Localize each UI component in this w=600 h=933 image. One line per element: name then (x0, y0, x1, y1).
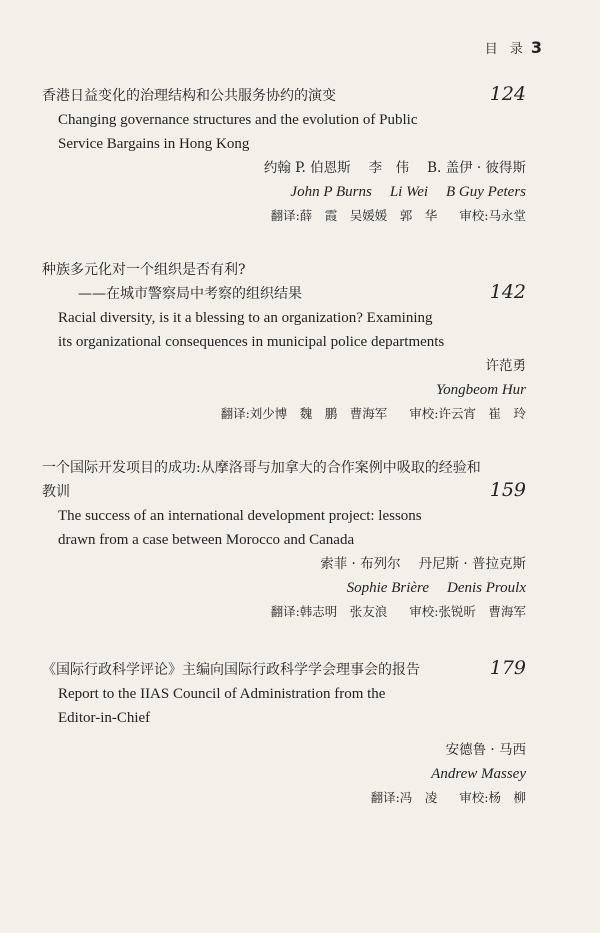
reviewer: 审校:马永堂 (459, 208, 526, 223)
toc-entry[interactable] (42, 456, 526, 624)
entry-en-title-line: drawn from a case between Morocco and Canada (58, 532, 355, 548)
header-page-number: 3 (530, 38, 542, 57)
translators: 翻译:刘少博 魏 鹏 曹海军 (220, 406, 388, 421)
entry-en-title-line: Report to the IIAS Council of Administration from the (58, 686, 386, 702)
credits (42, 204, 526, 228)
translators: 翻译:薛 霞 吴媛媛 郭 华 (270, 208, 438, 223)
credits (42, 786, 526, 810)
entry-page-number: 159 (489, 479, 526, 501)
reviewer: 审校:张锐昕 曹海军 (409, 604, 526, 619)
toc-entry[interactable] (42, 658, 526, 810)
entry-en-title-line: The success of an international development project: lessons (58, 508, 422, 524)
authors-en (42, 576, 526, 600)
toc-entry[interactable] (42, 258, 526, 426)
header-label: 目 录 (484, 42, 527, 57)
author-zh: B. 盖伊 · 彼得斯 (427, 160, 526, 176)
author-en: Sophie Brière (346, 580, 429, 596)
entry-page-number: 142 (489, 281, 526, 303)
author-en: B Guy Peters (446, 184, 526, 200)
author-en: Li Wei (389, 184, 429, 200)
translators: 翻译:冯 凌 (370, 790, 438, 805)
credits (42, 402, 526, 426)
entry-zh-title: 种族多元化对一个组织是否有利? (42, 262, 246, 278)
authors-en (42, 180, 526, 204)
entry-en-title-line: its organizational consequences in municipal police departments (58, 334, 445, 350)
entry-page-number: 124 (489, 83, 526, 105)
reviewer: 审校:许云宵 崔 玲 (409, 406, 526, 421)
author-en: Andrew Massey (431, 766, 526, 782)
entry-en-title-line: Service Bargains in Hong Kong (58, 136, 250, 152)
entry-zh-title: 香港日益变化的治理结构和公共服务协约的演变 (42, 88, 336, 104)
author-zh: 安德鲁 · 马西 (445, 742, 526, 758)
author-en: Yongbeom Hur (436, 382, 526, 398)
author-zh: 李 伟 (368, 160, 410, 176)
author-en: Denis Proulx (446, 580, 526, 596)
entry-zh-subtitle: ——在城市警察局中考察的组织结果 (78, 286, 302, 302)
toc-entry[interactable] (42, 84, 526, 228)
translators: 翻译:韩志明 张友浪 (270, 604, 388, 619)
author-zh: 索菲 · 布列尔 (320, 556, 401, 572)
author-en: John P Burns (290, 184, 372, 200)
author-zh: 许范勇 (485, 358, 526, 374)
author-zh: 约翰 P. 伯恩斯 (263, 160, 351, 176)
entry-en-title-line: Racial diversity, is it a blessing to an organization? Examining (58, 310, 433, 326)
entry-en-title-line: Editor-in-Chief (58, 710, 151, 726)
entry-en-title-line: Changing governance structures and the evolution of Public (58, 112, 418, 128)
running-header (485, 38, 542, 57)
entry-zh-title: 《国际行政科学评论》主编向国际行政科学学会理事会的报告 (42, 662, 420, 678)
authors-zh (42, 156, 526, 180)
entry-zh-title-cont: 教训 (42, 484, 70, 500)
entry-page-number: 179 (489, 657, 526, 679)
reviewer: 审校:杨 柳 (459, 790, 526, 805)
authors-zh (42, 552, 526, 576)
credits (42, 600, 526, 624)
entry-zh-title: 一个国际开发项目的成功:从摩洛哥与加拿大的合作案例中吸取的经验和 (42, 460, 481, 476)
author-zh: 丹尼斯 · 普拉克斯 (418, 556, 526, 572)
